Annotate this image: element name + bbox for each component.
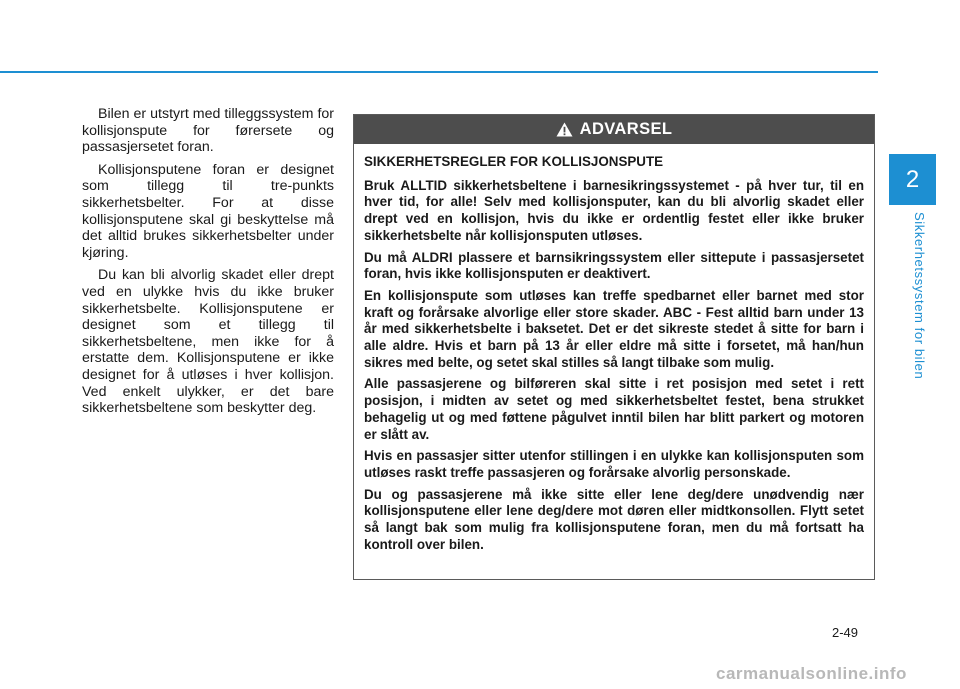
chapter-number: 2 (905, 165, 920, 193)
chapter-number-tab (889, 154, 936, 205)
page-number: 2-49 (832, 625, 859, 640)
warning-paragraph: En kollisjonspute som utløses kan treffe spedbarnet eller barnet med stor kraft og forårsake alvorlige eller store skader. ABC - Fest alltid barn under 13 år med sikkerhetsbelte i baksetet. Det er det sikreste stedet å sitte for barn i alle aldre. Hvis et barn på 13 år eller eldre må sitte i forsetet, må han/hun sikres med belte, og setet skal stilles så langt tilbake som mulig. (364, 287, 864, 370)
chapter-title: Sikkerhetssystem for bilen (912, 212, 927, 380)
warning-paragraph: Du og passasjerene må ikke sitte eller lene deg/dere unødvendig nær kollisjonsputene eller lene deg/dere mot døren eller midtkonsollen. Flytt setet så langt bak som mulig fra kollisjonsputene foran, men du må fortsatt ha kontroll over bilen. (364, 486, 864, 552)
warning-paragraph: Alle passasjerene og bilføreren skal sitte i ret posisjon med setet i rett posisjon, i midten av setet og med sikkerhetsbeltet festet, bena strukket behagelig ut og med føttene pågulvet inntil bilen har blitt parkert og motoren er slått av. (364, 376, 864, 442)
intro-paragraph: Bilen er utstyrt med tilleggssystem for kollisjonspute for førersete og passasjersetet foran. (82, 106, 334, 156)
warning-box (353, 114, 875, 580)
warning-body (354, 144, 874, 553)
intro-text-column (82, 106, 334, 423)
warning-paragraph: Bruk ALLTID sikkerhetsbeltene i barnesikringssystemet - på hver tur, til en hver tid, for alle! Selv med kollisjonsputer, kan du bli alvorlig skadet eller drept ved en kollisjon, hvis du ikke er ordentlig festet eller ikke bruker sikkerhetsbelte når kollisjonsputen utløses. (364, 177, 864, 243)
warning-label: ADVARSEL (579, 120, 673, 138)
intro-paragraph: Kollisjonsputene foran er designet som tillegg til tre-punkts sikkerhetsbelter. For at disse kollisjonsputene skal gi beskyttelse må det alltid brukes sikkerhetsbelter under kjøring. (82, 161, 334, 261)
intro-paragraph: Du kan bli alvorlig skadet eller drept ved en ulykke hvis du ikke bruker sikkerhetsbelte. Kollisjonsputene er designet som et tillegg til sikkerhetsbeltene, men ikke for å erstatte dem. Kollisjonsputene er ikke designet for å utløses i hver kollisjon. Ved enkelt ulykker, er det bare sikkerhetsbeltene som beskytter deg. (82, 267, 334, 417)
warning-triangle-icon (556, 122, 573, 137)
warning-header (354, 115, 874, 144)
warning-heading: SIKKERHETSREGLER FOR KOLLISJONSPUTE (364, 154, 664, 169)
header-rule (0, 71, 878, 73)
watermark: carmanualsonline.info (716, 664, 907, 683)
warning-paragraph: Hvis en passasjer sitter utenfor stillingen i en ulykke kan kollisjonsputen som utløses raskt treffe passasjeren og forårsake alvorlig personskade. (364, 448, 864, 480)
warning-paragraph: Du må ALDRI plassere et barnsikringssystem eller sittepute i passasjersetet foran, hvis ikke kollisjonsputen er deaktivert. (364, 249, 864, 282)
